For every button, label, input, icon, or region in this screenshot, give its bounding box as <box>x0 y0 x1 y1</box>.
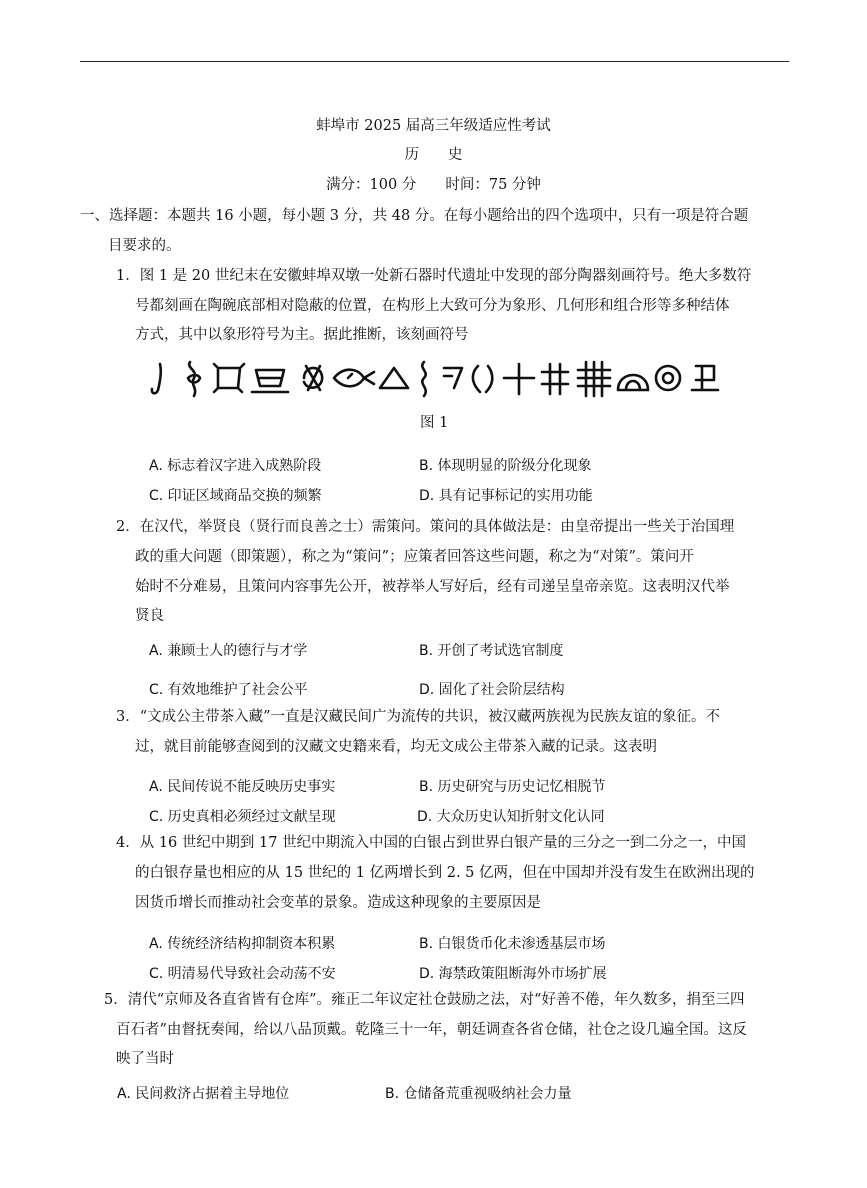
q3-option-c: C. 历史真相必须经过文献呈现 <box>149 809 336 825</box>
q4-option-b: B. 白银货币化未渗透基层市场 <box>419 936 606 952</box>
q3-option-b: B. 历史研究与历史记忆相脱节 <box>419 779 606 795</box>
subject-title: 历 史 <box>404 147 463 163</box>
q5-line: 5．清代“京师及各直省皆有仓库”。雍正二年议定社仓鼓励之法，对“好善不倦，年久数多，捐至三四 <box>104 992 745 1008</box>
q2-option-c: C. 有效地维护了社会公平 <box>149 682 308 698</box>
q2-option-d: D. 固化了社会阶层结构 <box>419 682 565 698</box>
figure-caption: 图 1 <box>420 415 449 431</box>
q4-option-d: D. 海禁政策阻断海外市场扩展 <box>419 966 607 982</box>
exam-title: 蚌埠市 2025 届高三年级适应性考试 <box>316 118 551 134</box>
q4-line: 4．从 16 世纪中期到 17 世纪中期流入中国的白银占到世界白银产量的三分之一到二分之一，中国 <box>116 835 747 851</box>
q2-line: 始时不分难易，且策问内容事先公开，被荐举人写好后，经有司递呈皇帝亲览。这表明汉代举 <box>135 579 730 595</box>
q2-line: 政的重大问题（即策题），称之为“策问”；应策者回答这些问题，称之为“对策”。策问开 <box>135 549 694 565</box>
q5-line: 百石者”由督抚奏闻，给以八品顶戴。乾隆三十一年，朝廷调查各省仓储，社仓之设几遍全国。这反 <box>116 1022 747 1038</box>
q5-line: 映了当时 <box>116 1051 174 1067</box>
pottery-symbols-figure <box>148 358 722 400</box>
q3-option-a: A. 民间传说不能反映历史事实 <box>149 779 336 795</box>
q1-line: 方式，其中以象形符号为主。据此推断，该刻画符号 <box>135 327 469 343</box>
q3-line: 3．“文成公主带茶入藏”一直是汉藏民间广为流传的共识，被汉藏两族视为民族友谊的象征。不 <box>116 709 721 725</box>
q2-option-a: A. 兼顾士人的德行与才学 <box>149 643 308 659</box>
exam-meta: 满分：100 分 时间：75 分钟 <box>326 177 541 193</box>
q4-line: 因货币增长而推动社会变革的景象。造成这种现象的主要原因是 <box>135 895 541 911</box>
q1-option-b: B. 体现明显的阶级分化现象 <box>419 458 592 474</box>
q1-option-d: D. 具有记事标记的实用功能 <box>419 488 593 504</box>
q2-line: 2．在汉代，举贤良（贤行而良善之士）需策问。策问的具体做法是：由皇帝提出一些关于治国理 <box>116 519 735 535</box>
q1-option-c: C. 印证区域商品交换的频繁 <box>149 488 322 504</box>
q3-option-d: D. 大众历史认知折射文化认同 <box>417 809 605 825</box>
q4-line: 的白银存量也相应的从 15 世纪的 1 亿两增长到 2. 5 亿两，但在中国却并没有发生在欧洲出现的 <box>135 865 755 881</box>
q1-option-a: A. 标志着汉字进入成熟阶段 <box>149 458 322 474</box>
section-heading: 一、选择题：本题共 16 小题，每小题 3 分，共 48 分。在每小题给出的四个选项中，只有一项是符合题 <box>80 208 749 224</box>
q2-line: 贤良 <box>135 608 164 624</box>
q1-line: 号都刻画在陶碗底部相对隐蔽的位置，在构形上大致可分为象形、几何形和组合形等多种结体 <box>135 298 730 314</box>
q1-line: 1．图 1 是 20 世纪末在安徽蚌埠双墩一处新石器时代遗址中发现的部分陶器刻画符号。绝大多数符 <box>116 268 752 284</box>
section-heading-cont: 目要求的。 <box>108 238 181 254</box>
q2-option-b: B. 开创了考试选官制度 <box>419 643 564 659</box>
q5-option-b: B. 仓储备荒重视吸纳社会力量 <box>385 1086 572 1102</box>
header-rule <box>80 61 789 62</box>
q3-line: 过，就目前能够查阅到的汉藏文史籍来看，均无文成公主带茶入藏的记录。这表明 <box>135 739 657 755</box>
q4-option-a: A. 传统经济结构抑制资本积累 <box>149 936 336 952</box>
q4-option-c: C. 明清易代导致社会动荡不安 <box>149 966 336 982</box>
q5-option-a: A. 民间救济占据着主导地位 <box>117 1086 290 1102</box>
